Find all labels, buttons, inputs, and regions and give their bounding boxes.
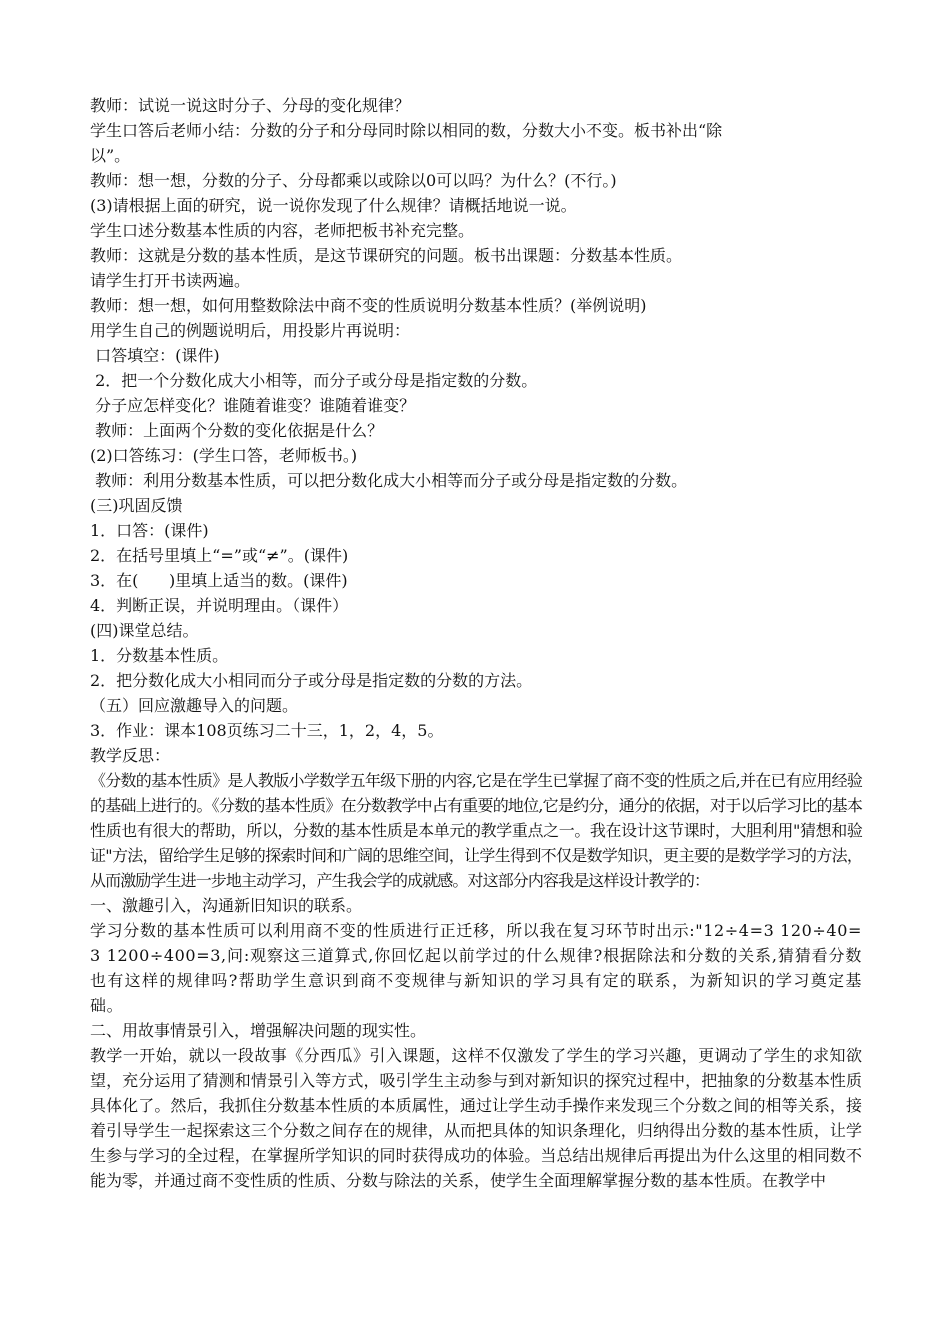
text-line: (3)请根据上面的研究，说一说你发现了什么规律？请概括地说一说。 bbox=[90, 196, 577, 215]
text-line: 教师：想一想，如何用整数除法中商不变的性质说明分数基本性质？(举例说明) bbox=[90, 296, 647, 315]
text-line: (2)口答练习：(学生口答，老师板书。) bbox=[90, 446, 358, 465]
section-heading: (三)巩固反馈 bbox=[90, 496, 183, 515]
reflection-paragraph: 学习分数的基本性质可以利用商不变的性质进行正迁移，所以我在复习环节时出示:"12÷4=3 120÷40=3 1200÷400=3,问:观察这三道算式,你回忆起以前学过的什么规律?根据除法和分数的关系,猜猜看分数也有这样的规律吗?帮助学生意识到商不变规律与新知识的学习具有定的联系，为新知识的学习奠定基础。 bbox=[90, 921, 862, 1015]
text-line: 3．在( )里填上适当的数。(课件) bbox=[90, 571, 348, 590]
text-line: 分子应怎样变化？谁随着谁变？谁随着谁变？ bbox=[90, 396, 416, 415]
text-line: 学生口答后老师小结：分数的分子和分母同时除以相同的数，分数大小不变。板书补出“除 bbox=[90, 121, 723, 140]
text-line: 教师：上面两个分数的变化依据是什么？ bbox=[90, 421, 384, 440]
text-line: 3．作业：课本108页练习二十三，1，2，4，5。 bbox=[90, 721, 444, 740]
text-line: 以”。 bbox=[90, 146, 131, 165]
text-line: 口答填空：(课件) bbox=[90, 346, 220, 365]
section-heading: 一、激趣引入，沟通新旧知识的联系。 bbox=[90, 896, 363, 915]
lesson-steps bbox=[90, 93, 862, 768]
text-line: 请学生打开书读两遍。 bbox=[90, 271, 251, 290]
text-line: 2．把分数化成大小相同而分子或分母是指定数的分数的方法。 bbox=[90, 671, 533, 690]
section-heading: 二、用故事情景引入，增强解决问题的现实性。 bbox=[90, 1021, 427, 1040]
text-line: 教师：利用分数基本性质，可以把分数化成大小相等而分子或分母是指定数的分数。 bbox=[90, 471, 688, 490]
text-line: 用学生自己的例题说明后，用投影片再说明： bbox=[90, 321, 411, 340]
section-heading: (四)课堂总结。 bbox=[90, 621, 199, 640]
reflection-paragraph: 教学一开始，就以一段故事《分西瓜》引入课题，这样不仅激发了学生的学习兴趣，更调动了学生的求知欲望，充分运用了猜测和情景引入等方式，吸引学生主动参与到对新知识的探究过程中，把抽象的分数基本性质具体化了。然后，我抓住分数基本性质的本质属性，通过让学生动手操作来发现三个分数之间的相等关系，接着引导学生一起探索这三个分数之间存在的规律，从而把具体的知识条理化，归纳得出分数的基本性质，让学生参与学习的全过程，在掌握所学知识的同时获得成功的体验。当总结出规律后再提出为什么这里的相同数不能为零，并通过商不变性质的性质、分数与除法的关系，使学生全面理解掌握分数的基本性质。在教学中 bbox=[90, 1046, 862, 1190]
text-line: 4．判断正误，并说明理由。（课件） bbox=[90, 596, 349, 615]
text-line: 1．分数基本性质。 bbox=[90, 646, 229, 665]
reflection-paragraph: 《分数的基本性质》是人教版小学数学五年级下册的内容,它是在学生已掌握了商不变的性质之后,并在已有应用经验的基础上进行的。《分数的基本性质》在分数教学中占有重要的地位,它是约分，通分的依据，对于以后学习比的基本性质也有很大的帮助，所以，分数的基本性质是本单元的教学重点之一。我在设计这节课时，大胆利用"猜想和验证"方法，留给学生足够的探索时间和广阔的思维空间，让学生得到不仅是数学知识，更主要的是数学学习的方法，从而激励学生进一步地主动学习，产生我会学的成就感。对这部分内容我是这样设计教学的： bbox=[90, 771, 862, 890]
text-line: 1．口答：(课件) bbox=[90, 521, 209, 540]
text-line: 2．把一个分数化成大小相等，而分子或分母是指定数的分数。 bbox=[90, 371, 538, 390]
reflection-heading: 教学反思： bbox=[90, 746, 171, 765]
document-page bbox=[90, 93, 862, 1193]
text-line: 教师：想一想，分数的分子、分母都乘以或除以0可以吗？为什么？(不行。) bbox=[90, 171, 617, 190]
text-line: 教师：这就是分数的基本性质，是这节课研究的问题。板书出课题：分数基本性质。 bbox=[90, 246, 683, 265]
text-line: 2．在括号里填上“=”或“≠”。(课件) bbox=[90, 546, 349, 565]
text-line: （五）回应激趣导入的问题。 bbox=[90, 696, 299, 715]
text-line: 教师：试说一说这时分子、分母的变化规律？ bbox=[90, 96, 411, 115]
text-line: 学生口述分数基本性质的内容，老师把板书补充完整。 bbox=[90, 221, 475, 240]
